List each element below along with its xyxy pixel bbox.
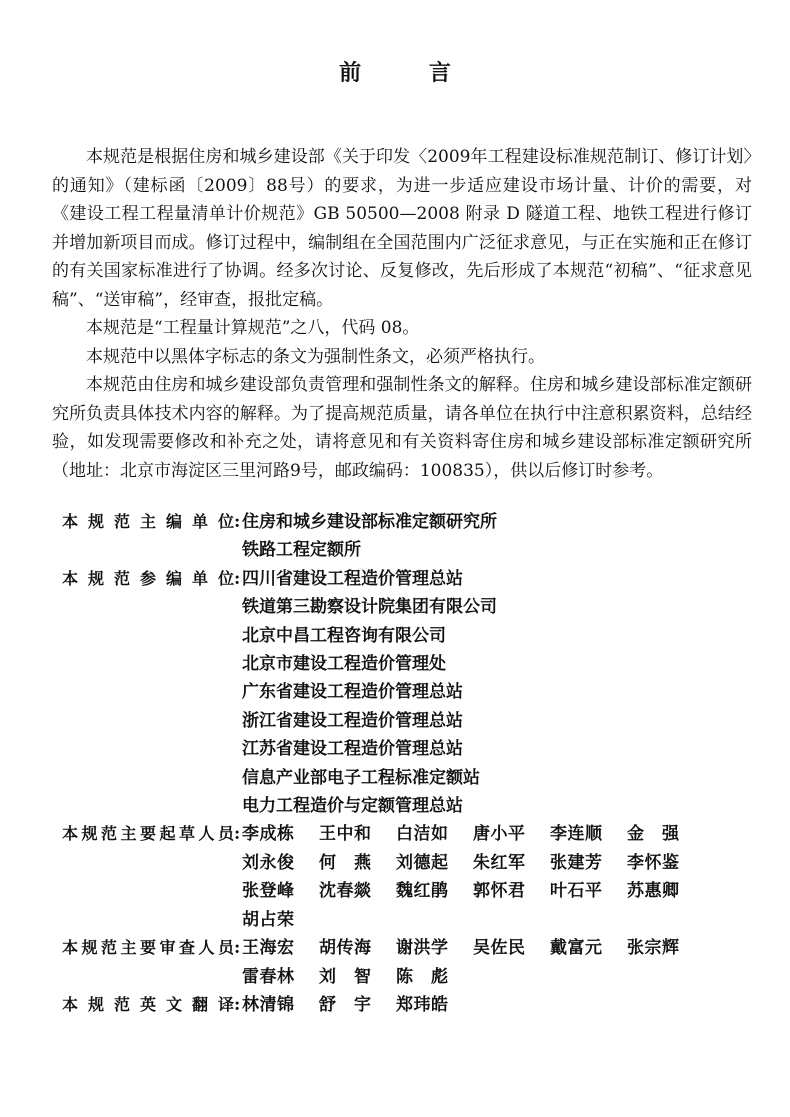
colon: : (234, 512, 241, 532)
person-name: 郭怀君 (473, 881, 525, 902)
paragraph: 本规范由住房和城乡建设部负责管理和强制性条文的解释。住房和城乡建设部标准定额研究所负责具体技术内容的解释。为了提高规范质量，请各单位在执行中注意积累资料，总结经验，如发现需要修改和补充之处，请将意见和有关资料寄住房和城乡建设部标准定额研究所（地址：北京市海淀区三里河路9号，邮政编码：100835），供以后修订时参考。 (52, 375, 752, 481)
chief-units-list (242, 508, 752, 565)
person-name: 吴佐民 (473, 938, 525, 959)
person-name: 王中和 (319, 824, 371, 845)
person-name: 刘德起 (396, 852, 448, 873)
person-name: 朱红军 (473, 852, 525, 873)
drafters-list (242, 820, 752, 934)
contributors-section (62, 508, 752, 1019)
person-name: 白洁如 (396, 824, 448, 845)
reviewers-list (242, 934, 752, 991)
colon: : (234, 568, 241, 589)
person-name: 苏惠卿 (627, 881, 679, 902)
page-title: 前 言 (339, 61, 481, 86)
person-name: 王海宏 (242, 938, 294, 959)
person-name: 叶石平 (550, 881, 602, 902)
preface-body (52, 143, 752, 485)
person-name: 戴富元 (550, 938, 602, 959)
unit-item: 浙江省建设工程造价管理总站 (242, 710, 463, 731)
person-name: 胡占荣 (242, 909, 294, 930)
colon: : (234, 994, 241, 1015)
person-name: 谢洪学 (396, 938, 448, 959)
person-name: 李连顺 (550, 824, 602, 845)
person-name: 刘 智 (319, 966, 371, 987)
role-label: 本规范主要起草人员 (62, 824, 234, 844)
unit-item: 四川省建设工程造价管理总站 (242, 568, 463, 589)
unit-item: 北京市建设工程造价管理处 (242, 654, 446, 675)
unit-item: 北京中昌工程咨询有限公司 (242, 625, 446, 646)
paragraph: 本规范是“工程量计算规范”之八，代码 08。 (86, 318, 420, 338)
person-name: 陈 彪 (396, 966, 448, 987)
unit-item: 铁路工程定额所 (242, 540, 361, 561)
translators-row (62, 991, 752, 1019)
person-name: 雷春林 (242, 966, 294, 987)
person-name: 沈春燚 (319, 881, 371, 902)
chief-units-row (62, 508, 752, 565)
unit-item: 广东省建设工程造价管理总站 (242, 682, 463, 703)
person-name: 林清锦 (242, 994, 294, 1015)
unit-item: 江苏省建设工程造价管理总站 (242, 739, 463, 760)
unit-item: 信息产业部电子工程标准定额站 (242, 767, 480, 788)
reviewers-row (62, 934, 752, 991)
person-name: 胡传海 (319, 938, 371, 959)
unit-item: 电力工程造价与定额管理总站 (242, 796, 463, 817)
person-name: 李怀鉴 (627, 852, 679, 873)
role-label: 本规范主编单位 (62, 512, 234, 531)
person-name: 刘永俊 (242, 852, 294, 873)
person-name: 金 强 (627, 824, 679, 845)
paragraph: 本规范中以黑体字标志的条文为强制性条文，必须严格执行。 (86, 346, 545, 367)
colon: : (234, 824, 241, 845)
translators-list (242, 991, 752, 1019)
role-label: 本规范参编单位 (62, 568, 234, 588)
paragraph: 本规范是根据住房和城乡建设部《关于印发〈2009年工程建设标准规范制订、修订计划〉的通知》（建标函〔2009〕88号）的要求，为进一步适应建设市场计量、计价的需要，对《建设工程工程量清单计价规范》GB 50500—2008 附录 D 隧道工程、地铁工程进行修订并增加新项目而成。修订过程中，编制组在全国范围内广泛征求意见，与正在实施和正在修订的有关国家标准进行了协调。经多次讨论、反复修改，先后形成了本规范“初稿”、“征求意见稿”、“送审稿”，经审查，报批定稿。 (52, 147, 752, 310)
person-name: 唐小平 (473, 824, 525, 845)
colon: : (234, 938, 241, 959)
unit-item: 住房和城乡建设部标准定额研究所 (242, 512, 497, 532)
person-name: 郑玮皓 (396, 994, 448, 1015)
unit-item: 铁道第三勘察设计院集团有限公司 (242, 597, 497, 618)
role-label: 本规范主要审查人员 (62, 938, 234, 958)
person-name: 何 燕 (319, 852, 371, 873)
participating-units-list (242, 565, 752, 821)
person-name: 张登峰 (242, 881, 294, 902)
person-name: 舒 宇 (319, 994, 371, 1015)
person-name: 张宗辉 (627, 938, 679, 959)
person-name: 李成栋 (242, 824, 294, 845)
person-name: 张建芳 (550, 852, 602, 873)
person-name: 魏红鹃 (396, 881, 448, 902)
participating-units-row (62, 565, 752, 821)
role-label: 本规范英文翻译 (62, 994, 234, 1014)
drafters-row (62, 820, 752, 934)
